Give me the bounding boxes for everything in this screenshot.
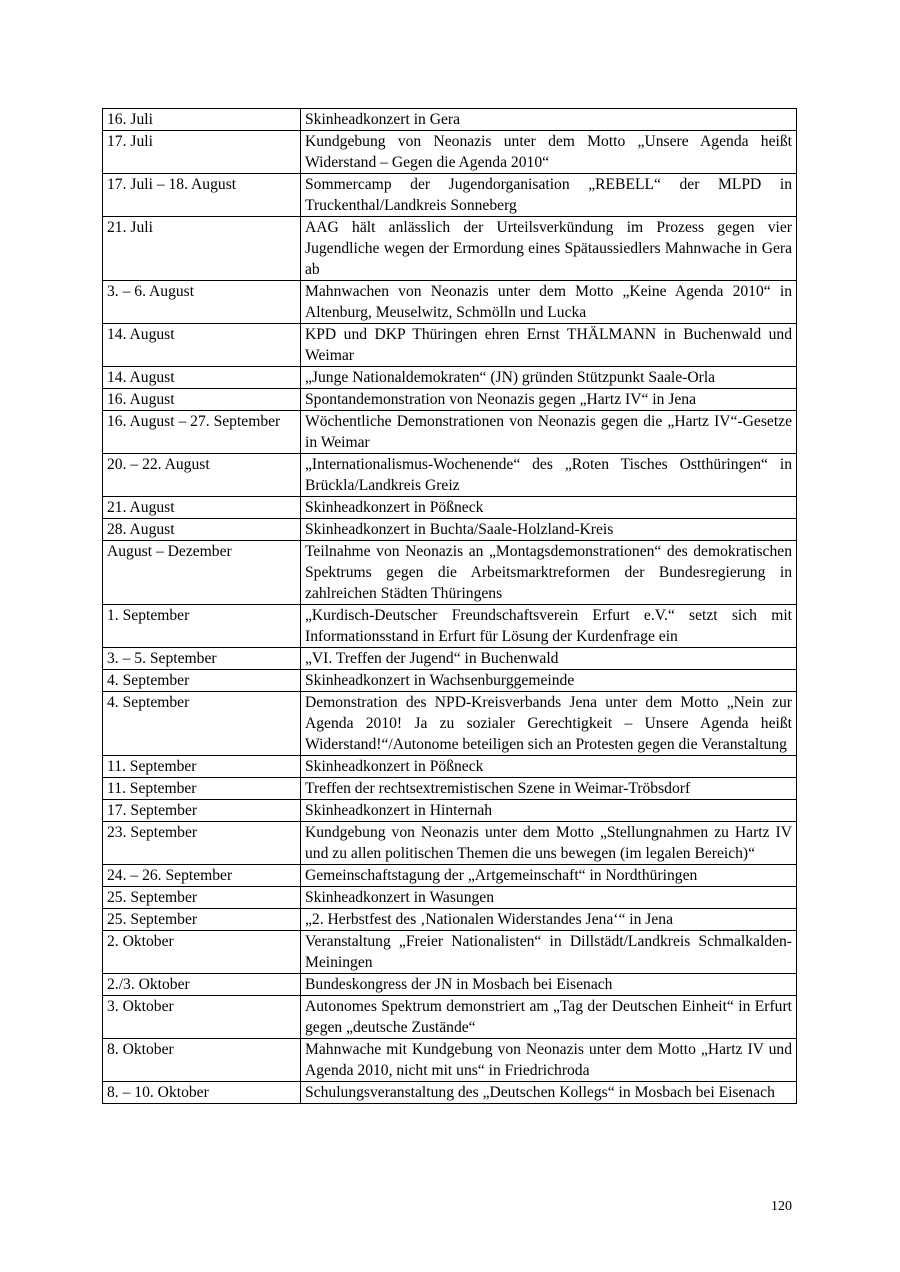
date-cell: 14. August [103, 367, 301, 389]
date-cell: 11. September [103, 756, 301, 778]
page-number: 120 [771, 1199, 792, 1214]
event-cell: Skinheadkonzert in Wasungen [301, 887, 797, 909]
event-cell: AAG hält anlässlich der Urteilsverkündung im Prozess gegen vier Jugendliche wegen der Ermordung eines Spätaussiedlers Mahnwache in Gera ab [301, 217, 797, 281]
date-cell: 4. September [103, 692, 301, 756]
chronology-table [102, 108, 797, 1104]
event-cell: Kundgebung von Neonazis unter dem Motto „Stellungnahmen zu Hartz IV und zu allen politischen Themen die uns bewegen (im legalen Bereich)“ [301, 822, 797, 865]
table-row [103, 909, 797, 931]
date-cell: 21. Juli [103, 217, 301, 281]
table-row [103, 800, 797, 822]
date-cell: 16. Juli [103, 109, 301, 131]
date-cell: 14. August [103, 324, 301, 367]
table-row [103, 778, 797, 800]
date-cell: 17. Juli [103, 131, 301, 174]
table-row [103, 217, 797, 281]
event-cell: Veranstaltung „Freier Nationalisten“ in Dillstädt/Landkreis Schmalkalden-Meiningen [301, 931, 797, 974]
table-row [103, 670, 797, 692]
event-cell: Skinheadkonzert in Pößneck [301, 497, 797, 519]
event-cell: Skinheadkonzert in Wachsenburggemeinde [301, 670, 797, 692]
date-cell: 3. Oktober [103, 996, 301, 1039]
table-row [103, 541, 797, 605]
event-cell: Skinheadkonzert in Hinternah [301, 800, 797, 822]
table-row [103, 324, 797, 367]
table-row [103, 865, 797, 887]
event-cell: Sommercamp der Jugendorganisation „REBELL“ der MLPD in Truckenthal/Landkreis Sonneberg [301, 174, 797, 217]
event-cell: Skinheadkonzert in Pößneck [301, 756, 797, 778]
chronology-table-body [103, 109, 797, 1104]
event-cell: „Junge Nationaldemokraten“ (JN) gründen Stützpunkt Saale-Orla [301, 367, 797, 389]
date-cell: 16. August [103, 389, 301, 411]
table-row [103, 519, 797, 541]
event-cell: Mahnwache mit Kundgebung von Neonazis unter dem Motto „Hartz IV und Agenda 2010, nicht mit uns“ in Friedrichroda [301, 1039, 797, 1082]
table-row [103, 605, 797, 648]
event-cell: „Kurdisch-Deutscher Freundschaftsverein Erfurt e.V.“ setzt sich mit Informationsstand in Erfurt für Lösung der Kurdenfrage ein [301, 605, 797, 648]
table-row [103, 174, 797, 217]
date-cell: 17. Juli – 18. August [103, 174, 301, 217]
date-cell: 2./3. Oktober [103, 974, 301, 996]
table-row [103, 756, 797, 778]
date-cell: 1. September [103, 605, 301, 648]
table-row [103, 974, 797, 996]
event-cell: Treffen der rechtsextremistischen Szene in Weimar-Tröbsdorf [301, 778, 797, 800]
event-cell: Gemeinschaftstagung der „Artgemeinschaft“ in Nordthüringen [301, 865, 797, 887]
date-cell: 21. August [103, 497, 301, 519]
event-cell: „2. Herbstfest des ‚Nationalen Widerstandes Jena‘“ in Jena [301, 909, 797, 931]
date-cell: 2. Oktober [103, 931, 301, 974]
table-row [103, 411, 797, 454]
date-cell: 3. – 5. September [103, 648, 301, 670]
event-cell: Autonomes Spektrum demonstriert am „Tag der Deutschen Einheit“ in Erfurt gegen „deutsche Zustände“ [301, 996, 797, 1039]
date-cell: 8. Oktober [103, 1039, 301, 1082]
date-cell: 20. – 22. August [103, 454, 301, 497]
event-cell: KPD und DKP Thüringen ehren Ernst THÄLMANN in Buchenwald und Weimar [301, 324, 797, 367]
date-cell: 23. September [103, 822, 301, 865]
event-cell: Wöchentliche Demonstrationen von Neonazis gegen die „Hartz IV“-Gesetze in Weimar [301, 411, 797, 454]
table-row [103, 1039, 797, 1082]
table-row [103, 887, 797, 909]
date-cell: 4. September [103, 670, 301, 692]
event-cell: Bundeskongress der JN in Mosbach bei Eisenach [301, 974, 797, 996]
table-row [103, 1082, 797, 1104]
event-cell: Demonstration des NPD-Kreisverbands Jena unter dem Motto „Nein zur Agenda 2010! Ja zu sozialer Gerechtigkeit – Unsere Agenda heißt Widerstand!“/Autonome beteiligen sich an Protesten gegen die Veranstaltung [301, 692, 797, 756]
event-cell: Skinheadkonzert in Buchta/Saale-Holzland-Kreis [301, 519, 797, 541]
table-row [103, 497, 797, 519]
date-cell: 25. September [103, 909, 301, 931]
date-cell: 8. – 10. Oktober [103, 1082, 301, 1104]
date-cell: 3. – 6. August [103, 281, 301, 324]
event-cell: Skinheadkonzert in Gera [301, 109, 797, 131]
table-row [103, 389, 797, 411]
date-cell: 17. September [103, 800, 301, 822]
table-row [103, 131, 797, 174]
date-cell: August – Dezember [103, 541, 301, 605]
event-cell: Spontandemonstration von Neonazis gegen „Hartz IV“ in Jena [301, 389, 797, 411]
event-cell: Teilnahme von Neonazis an „Montagsdemonstrationen“ des demokratischen Spektrums gegen die Arbeitsmarktreformen der Bundesregierung in zahlreichen Städten Thüringens [301, 541, 797, 605]
event-cell: „Internationalismus-Wochenende“ des „Roten Tisches Ostthüringen“ in Brückla/Landkreis Greiz [301, 454, 797, 497]
event-cell: Mahnwachen von Neonazis unter dem Motto „Keine Agenda 2010“ in Altenburg, Meuselwitz, Schmölln und Lucka [301, 281, 797, 324]
table-row [103, 454, 797, 497]
table-row [103, 109, 797, 131]
date-cell: 24. – 26. September [103, 865, 301, 887]
date-cell: 25. September [103, 887, 301, 909]
date-cell: 28. August [103, 519, 301, 541]
table-row [103, 367, 797, 389]
table-row [103, 996, 797, 1039]
table-row [103, 648, 797, 670]
date-cell: 16. August – 27. September [103, 411, 301, 454]
event-cell: Schulungsveranstaltung des „Deutschen Kollegs“ in Mosbach bei Eisenach [301, 1082, 797, 1104]
table-row [103, 931, 797, 974]
event-cell: Kundgebung von Neonazis unter dem Motto „Unsere Agenda heißt Widerstand – Gegen die Agenda 2010“ [301, 131, 797, 174]
table-row [103, 822, 797, 865]
date-cell: 11. September [103, 778, 301, 800]
table-row [103, 281, 797, 324]
event-cell: „VI. Treffen der Jugend“ in Buchenwald [301, 648, 797, 670]
table-row [103, 692, 797, 756]
